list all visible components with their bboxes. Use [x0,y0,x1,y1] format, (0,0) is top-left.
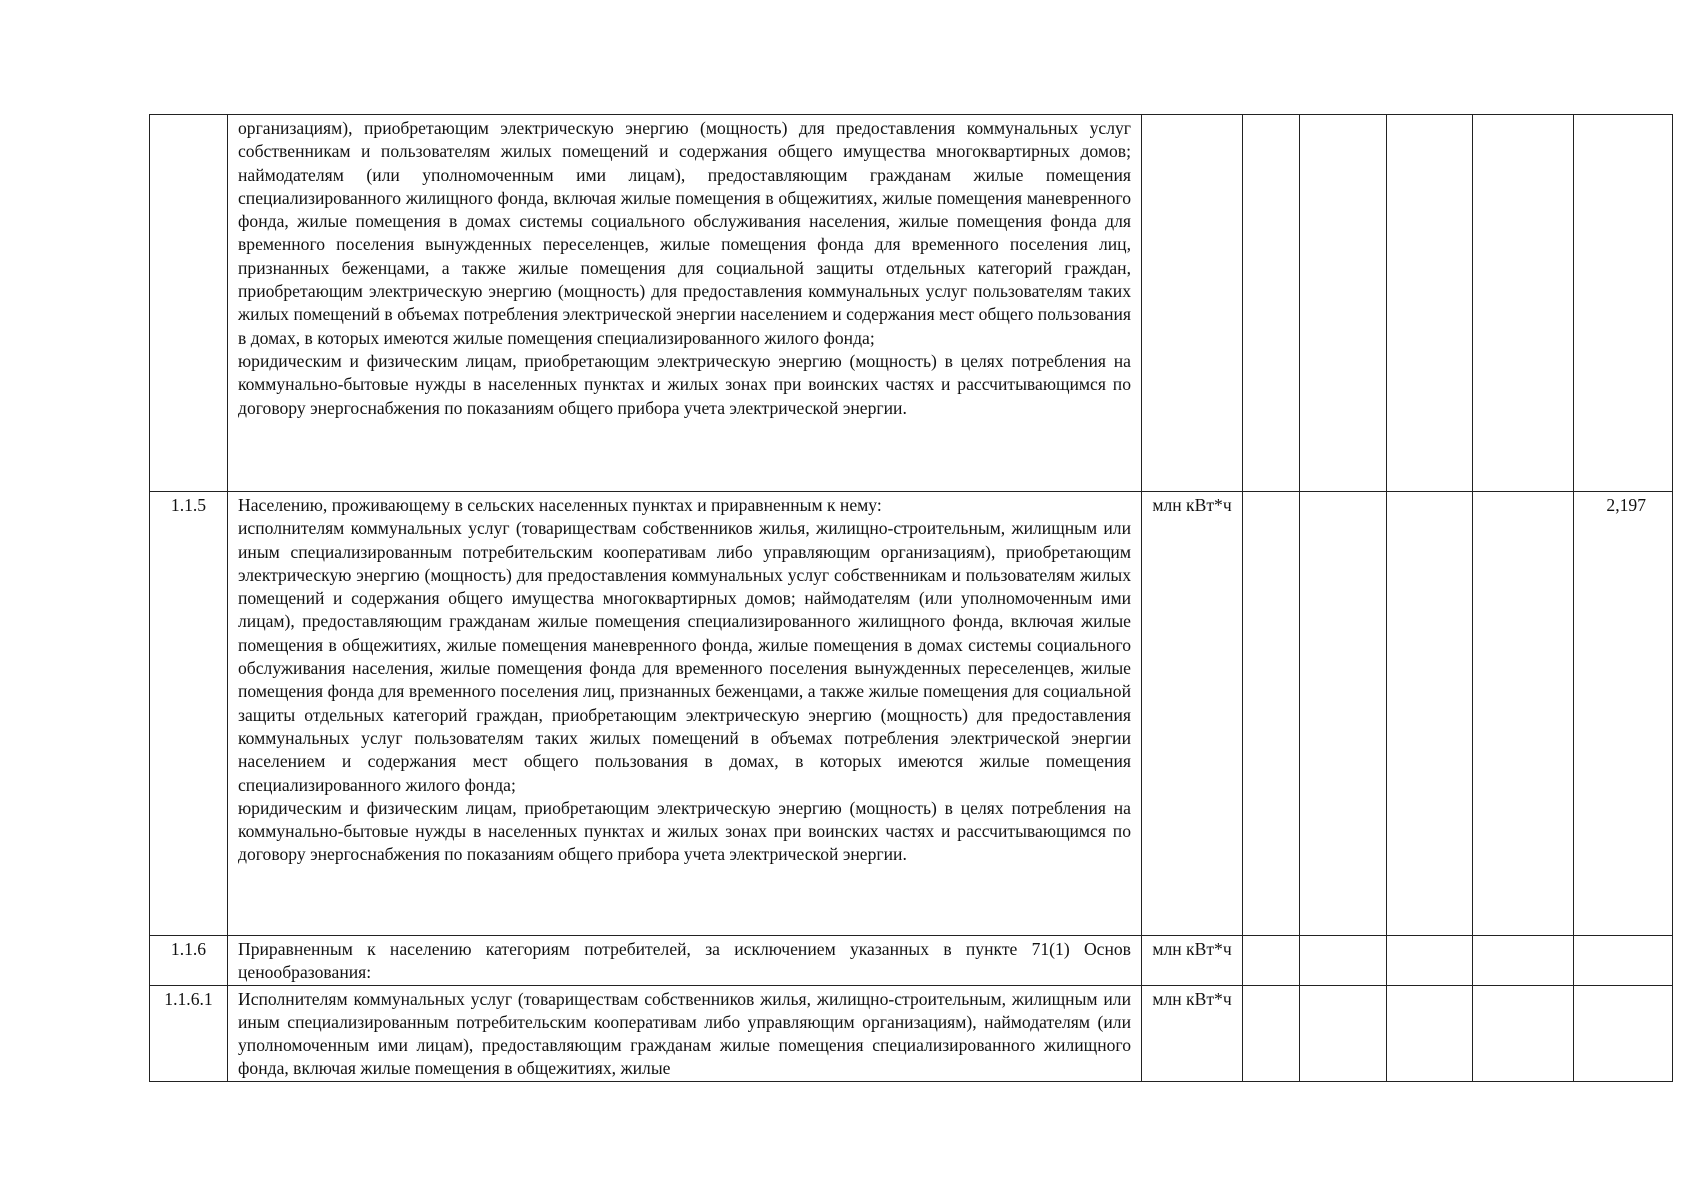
table-row [150,492,1673,936]
row-unit: млн кВт*ч [1142,936,1243,986]
empty-cell [1300,492,1387,936]
description-paragraph: юридическим и физическим лицам, приобретающим электрическую энергию (мощность) в целях потребления на коммунально-бытовые нужды в населенных пунктах и жилых зонах при воинских частях и рассчитывающимся по договору энергоснабжения по показаниям общего прибора учета электрической энергии. [238,350,1131,418]
empty-cell [1387,936,1473,986]
row-number: 1.1.6.1 [150,985,228,1081]
empty-cell [1473,936,1574,986]
empty-cell [1243,985,1300,1081]
empty-cell [1473,985,1574,1081]
row-unit [1142,115,1243,492]
empty-cell [1243,115,1300,492]
row-description [228,936,1142,986]
description-paragraph: организациям), приобретающим электрическую энергию (мощность) для предоставления коммунальных услуг собственникам и пользователям жилых помещений и содержания общего имущества многоквартирных домов; наймодателям (или уполномоченным ими лицам), предоставляющим гражданам жилые помещения специализированного жилищного фонда, включая жилые помещения в общежитиях, жилые помещения маневренного фонда, жилые помещения в домах системы социального обслуживания населения, жилые помещения фонда для временного поселения вынужденных переселенцев, жилые помещения фонда для временного поселения лиц, признанных беженцами, а также жилые помещения для социальной защиты отдельных категорий граждан, приобретающим электрическую энергию (мощность) для предоставления коммунальных услуг пользователям таких жилых помещений в объемах потребления электрической энергии населением и содержания мест общего пользования в домах, в которых имеются жилые помещения специализированного жилого фонда; [238,118,1131,348]
table-row [150,115,1673,492]
empty-cell [1300,115,1387,492]
description-paragraph: Исполнителям коммунальных услуг (товариществам собственников жилья, жилищно-строительным, жилищным или иным специализированным потребительским кооперативам либо управляющим организациям), наймодателям (или уполномоченным ими лицам), предоставляющим гражданам жилые помещения специализированного жилищного фонда, включая жилые помещения в общежитиях, жилые [238,988,1131,1079]
tariff-table-sheet [149,114,1672,1082]
row-description [228,985,1142,1081]
description-paragraph: юридическим и физическим лицам, приобретающим электрическую энергию (мощность) в целях потребления на коммунально-бытовые нужды в населенных пунктах и жилых зонах при воинских частях и рассчитывающимся по договору энергоснабжения по показаниям общего прибора учета электрической энергии. [238,797,1131,865]
description-paragraph: исполнителям коммунальных услуг (товариществам собственников жилья, жилищно-строительным, жилищным или иным специализированным потребительским кооперативам либо управляющим организациям), приобретающим электрическую энергию (мощность) для предоставления коммунальных услуг собственникам и пользователям жилых помещений и содержания общего имущества многоквартирных домов; наймодателям (или уполномоченным ими лицам), предоставляющим гражданам жилые помещения специализированного жилищного фонда, включая жилые помещения в общежитиях, жилые помещения маневренного фонда, жилые помещения в домах системы социального обслуживания населения, жилые помещения фонда для временного поселения вынужденных переселенцев, жилые помещения фонда для временного поселения лиц, признанных беженцами, а также жилые помещения для социальной защиты отдельных категорий граждан, приобретающим электрическую энергию (мощность) для предоставления коммунальных услуг пользователям таких жилых помещений в объемах потребления электрической энергии населением и содержания мест общего пользования в домах, в которых имеются жилые помещения специализированного жилого фонда; [238,518,1131,795]
empty-cell [1473,492,1574,936]
empty-cell [1243,492,1300,936]
row-value: 2,197 [1574,492,1673,936]
description-paragraph: Приравненным к населению категориям потребителей, за исключением указанных в пункте 71(1) Основ ценообразования: [238,939,1131,983]
empty-cell [1473,115,1574,492]
table-row [150,985,1673,1081]
row-value [1574,985,1673,1081]
empty-cell [1300,985,1387,1081]
row-description [228,492,1142,936]
empty-cell [1300,936,1387,986]
row-description [228,115,1142,492]
row-number [150,115,228,492]
row-value [1574,115,1673,492]
tariff-table [149,114,1673,1082]
description-paragraph: Населению, проживающему в сельских населенных пунктах и приравненным к нему: [238,495,882,515]
empty-cell [1243,936,1300,986]
row-number: 1.1.6 [150,936,228,986]
row-unit: млн кВт*ч [1142,492,1243,936]
empty-cell [1387,115,1473,492]
empty-cell [1387,985,1473,1081]
row-unit: млн кВт*ч [1142,985,1243,1081]
empty-cell [1387,492,1473,936]
row-number: 1.1.5 [150,492,228,936]
row-value [1574,936,1673,986]
table-row [150,936,1673,986]
